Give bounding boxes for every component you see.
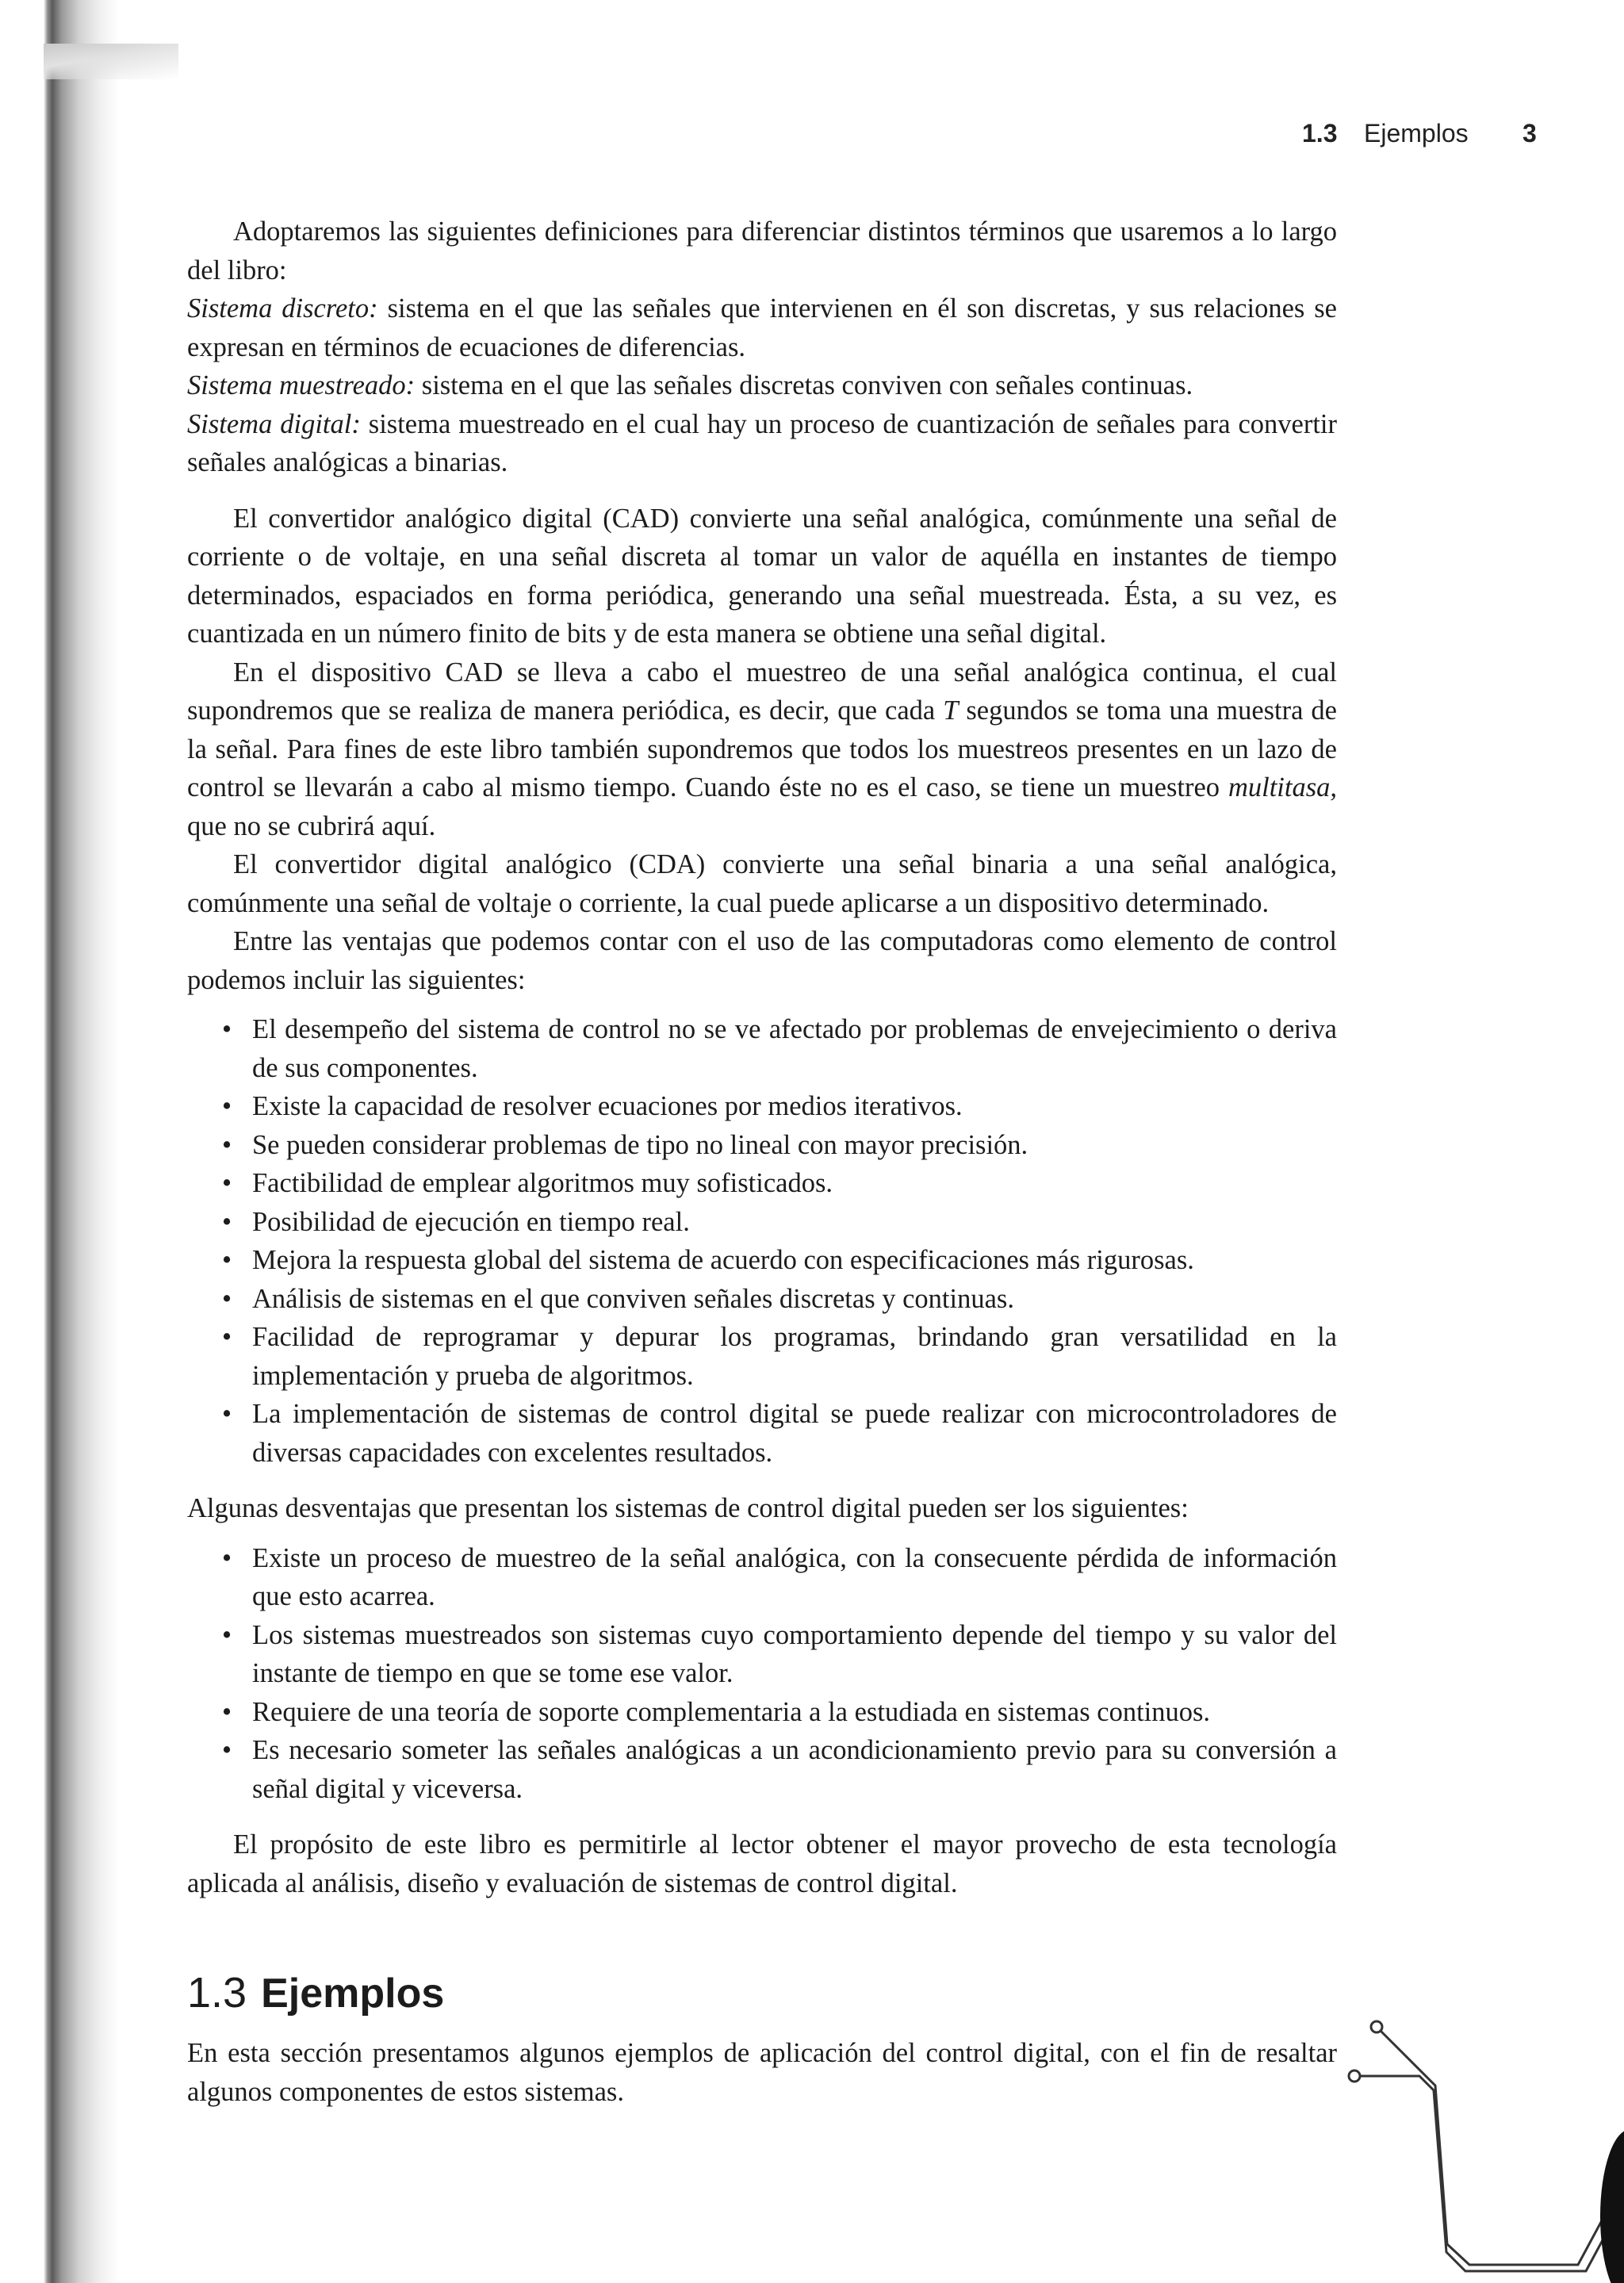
- sampling-text: En el dispositivo CAD se lleva a cabo el muestreo de una señal analógica continua, el cual supondremos que se realiza de manera periódica, es decir, que cada: [187, 657, 1337, 726]
- cad-paragraph: El convertidor analógico digital (CAD) convierte una señal analógica, comúnmente una señal de corriente o de voltaje, en una señal discreta al tomar un valor de aquélla en instantes de tiempo determinados, espaciados en forma periódica, generando una señal muestreada. Ésta, a su vez, es cuantizada en un número finito de bits y de esta manera se obtiene una señal digital.: [187, 503, 1337, 649]
- list-item: • Requiere de una teoría de soporte complementaria a la estudiada en sistemas continuos.: [252, 1693, 1337, 1732]
- advantages-intro: Entre las ventajas que podemos contar con el uso de las computadoras como elemento de control podemos incluir las siguientes:: [187, 926, 1337, 995]
- multirate-term: multitasa,: [1228, 772, 1337, 802]
- definition-discrete: [187, 289, 1337, 366]
- sampling-text: que no se cubrirá aquí.: [187, 810, 436, 841]
- running-header: [1253, 119, 1538, 159]
- list-item: • La implementación de sistemas de control digital se puede realizar con microcontroladores de diversas capacidades con excelentes resultados.: [252, 1395, 1337, 1472]
- page-body: [187, 213, 1337, 2111]
- list-item: • El desempeño del sistema de control no se ve afectado por problemas de envejecimiento o deriva de sus componentes.: [252, 1010, 1337, 1087]
- list-item: • Mejora la respuesta global del sistema de acuerdo con especificaciones más rigurosas.: [252, 1241, 1337, 1280]
- trace-line: [1360, 2076, 1619, 2271]
- list-item: • Factibilidad de emplear algoritmos muy sofisticados.: [252, 1164, 1337, 1203]
- page-number: 3: [1522, 119, 1537, 147]
- circuit-trace-decoration: [1340, 2014, 1624, 2283]
- purpose-paragraph: El propósito de este libro es permitirle al lector obtener el mayor provecho de esta tecnología aplicada al análisis, diseño y evaluación de sistemas de control digital.: [187, 1829, 1337, 1898]
- definition-term: Sistema digital:: [187, 408, 361, 439]
- cda-paragraph: El convertidor digital analógico (CDA) convierte una señal binaria a una señal analógica, comúnmente una señal de voltaje o corriente, la cual puede aplicarse a un dispositivo determinado.: [187, 849, 1337, 918]
- list-item: • Es necesario someter las señales analógicas a un acondicionamiento previo para su conversión a señal digital y viceversa.: [252, 1731, 1337, 1808]
- definition-sampled: [187, 366, 1337, 405]
- page-binding-shadow: [0, 0, 119, 2283]
- disadvantages-intro: Algunas desventajas que presentan los sistemas de control digital pueden ser los siguientes:: [187, 1493, 1189, 1523]
- section-title: Ejemplos: [261, 1971, 445, 2017]
- intro-paragraph: Adoptaremos las siguientes definiciones para diferenciar distintos términos que usaremos a lo largo del libro:: [187, 216, 1337, 285]
- header-section-number: 1.3: [1302, 119, 1338, 147]
- page-corner-shadow: [44, 44, 178, 79]
- header-section-title: Ejemplos: [1364, 119, 1469, 147]
- definition-term: Sistema discreto:: [187, 293, 378, 324]
- sampling-paragraph: [187, 653, 1337, 846]
- section-number: 1.3: [187, 1969, 247, 2017]
- definition-term: Sistema muestreado:: [187, 370, 416, 400]
- trace-line: [1381, 2031, 1611, 2265]
- list-item: • Análisis de sistemas en el que conviven señales discretas y continuas.: [252, 1280, 1337, 1319]
- advantages-list: [187, 1010, 1337, 1472]
- definition-text: sistema muestreado en el cual hay un proceso de cuantización de señales para convertir señales analógicas a binarias.: [187, 408, 1337, 477]
- sampling-period-symbol: T: [943, 695, 959, 726]
- trace-node-icon: [1349, 2070, 1360, 2082]
- disadvantages-list: [187, 1539, 1337, 1809]
- list-item: • Facilidad de reprogramar y depurar los programas, brindando gran versatilidad en la implementación y prueba de algoritmos.: [252, 1318, 1337, 1395]
- sampling-text: segundos se toma una muestra de la señal. Para fines de este libro también supondremos que todos los muestreos presentes en un lazo de control se llevarán a cabo al mismo tiempo. Cuando éste no es el caso, se tiene un muestreo: [187, 695, 1337, 802]
- list-item: • Se pueden considerar problemas de tipo no lineal con mayor precisión.: [252, 1126, 1337, 1165]
- definition-text: sistema en el que las señales que intervienen en él son discretas, y sus relaciones se expresan en términos de ecuaciones de diferencias.: [187, 293, 1337, 362]
- trace-node-icon: [1371, 2021, 1382, 2032]
- definition-text: sistema en el que las señales discretas conviven con señales continuas.: [415, 370, 1193, 400]
- section-intro-paragraph: En esta sección presentamos algunos ejemplos de aplicación del control digital, con el fin de resaltar algunos componentes de estos sistemas.: [187, 2038, 1337, 2107]
- definition-digital: [187, 405, 1337, 482]
- section-heading: [187, 1961, 1337, 2024]
- list-item: • Existe la capacidad de resolver ecuaciones por medios iterativos.: [252, 1087, 1337, 1126]
- list-item: • Los sistemas muestreados son sistemas cuyo comportamiento depende del tiempo y su valor del instante de tiempo en que se tome ese valor.: [252, 1616, 1337, 1693]
- list-item: • Existe un proceso de muestreo de la señal analógica, con la consecuente pérdida de información que esto acarrea.: [252, 1539, 1337, 1616]
- list-item: • Posibilidad de ejecución en tiempo real.: [252, 1203, 1337, 1242]
- dark-shape-icon: [1600, 2129, 1624, 2283]
